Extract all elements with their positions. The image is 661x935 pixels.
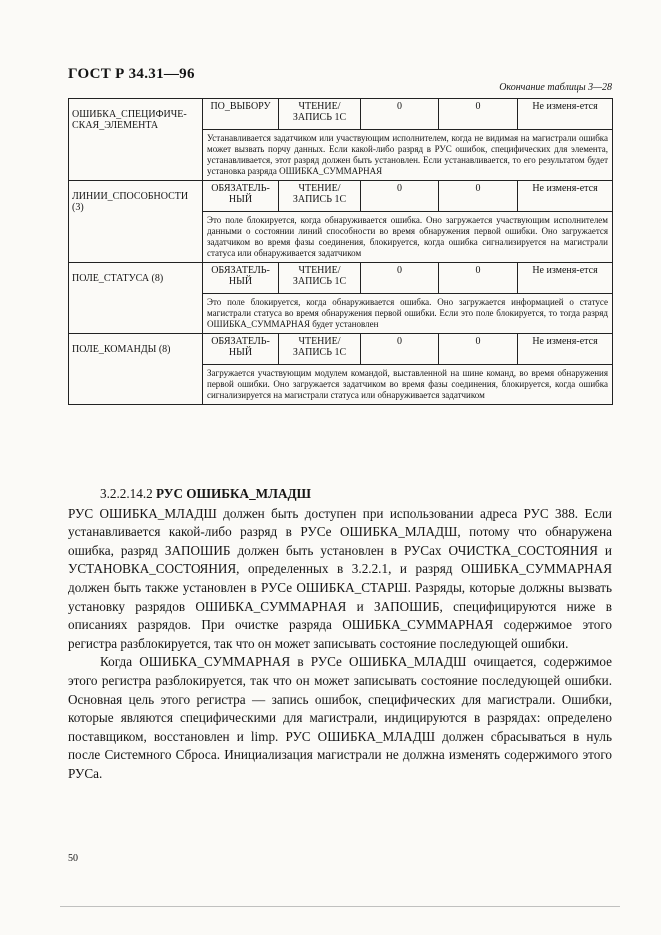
field-value-2: 0 [439, 334, 518, 365]
paragraph: Когда ОШИБКА_СУММАРНАЯ в РУСе ОШИБКА_МЛАДШ очищается, содержимое этого регистра разблокируется, так что он может записывать состояние последующей ошибки. Основная цель этого регистра — запись ошибок, специфических для магистрали. Ошибки, которые являются специфическими для магистрали, индицируются в разрядах: определено поставщиком, восстановлен и limp. РУС ОШИБКА_МЛАДШ должен сбрасываться в нуль после Системного Сброса. Инициализация магистрали не должна изменять содержимого этого РУСа. [68, 654, 612, 781]
field-type: ОБЯЗАТЕЛЬ-НЫЙ [203, 181, 279, 212]
section-body [68, 485, 612, 784]
field-description: Это поле блокируется, когда обнаруживается ошибка. Оно загружается информацией о статусе магистрали статуса во время обнаружения первой ошибки. Если это поле блокируется, то тогда разряд ОШИБКА_СУММАРНАЯ будет установлен [203, 294, 613, 334]
page-number: 50 [68, 853, 78, 864]
field-access: ЧТЕНИЕ/ ЗАПИСЬ 1С [279, 334, 361, 365]
field-name: ПОЛЕ_КОМАНДЫ (8) [69, 334, 203, 405]
field-value-2: 0 [439, 263, 518, 294]
field-change: Не изменя-ется [518, 334, 613, 365]
table-caption: Окончание таблицы 3—28 [499, 82, 612, 93]
field-type: ПО_ВЫБОРУ [203, 99, 279, 130]
field-type: ОБЯЗАТЕЛЬ-НЫЙ [203, 263, 279, 294]
field-change: Не изменя-ется [518, 263, 613, 294]
standard-header: ГОСТ Р 34.31—96 [68, 66, 195, 82]
field-value-1: 0 [361, 334, 439, 365]
field-name: ПОЛЕ_СТАТУСА (8) [69, 263, 203, 334]
field-value-2: 0 [439, 99, 518, 130]
field-change: Не изменя-ется [518, 181, 613, 212]
footer-rule [60, 906, 620, 907]
field-description: Это поле блокируется, когда обнаруживается ошибка. Оно загружается участвующим исполнителем данными о состоянии линий способности во время обнаружения первой ошибки. Оно загружается задатчиком во время фазы соединения, блокируется, когда ошибка сигнализируется на магистрали статуса или обнаруживается задатчиком [203, 212, 613, 263]
section-number: 3.2.2.14.2 [100, 486, 153, 501]
field-access: ЧТЕНИЕ/ ЗАПИСЬ 1С [279, 263, 361, 294]
table-row [69, 99, 613, 130]
table-row [69, 181, 613, 212]
field-value-2: 0 [439, 181, 518, 212]
paragraph: РУС ОШИБКА_МЛАДШ должен быть доступен при использовании адреса РУС 388. Если устанавливается какой-либо разряд в РУСе ОШИБКА_МЛАДШ, потому что обнаружена ошибка, разряд ЗАПОШИБ должен быть установлен в РУСах ОЧИСТКА_СОСТОЯНИЯ и УСТАНОВКА_СОСТОЯНИЯ, определенных в 3.2.2.1, и разряд ОШИБКА_СУММАРНАЯ должен быть также установлен в РУСе ОШИБКА_СТАРШ. Разряды, которые должны вызвать установку разрядов ОШИБКА_СУММАРНАЯ и ЗАПОШИБ, специфицируются ниже в описаниях разрядов. При очистке разряда ОШИБКА_СУММАРНАЯ содержимое этого регистра разблокируется, так что он может записывать состояние последующей ошибки. [68, 505, 612, 651]
table-row [69, 334, 613, 365]
table-row [69, 263, 613, 294]
field-value-1: 0 [361, 181, 439, 212]
section-heading [100, 485, 612, 504]
register-table [68, 98, 613, 405]
field-access: ЧТЕНИЕ/ ЗАПИСЬ 1С [279, 181, 361, 212]
field-description: Устанавливается задатчиком или участвующим исполнителем, когда не видимая на магистрали ошибка может вызвать порчу данных. Если какой-либо разряд в РУС ошибок, специфических для элемента, устанавливается, этот разряд должен быть установлен. Если устанавливается, то его результатом будет установка разряда ОШИБКА_СУММАРНАЯ [203, 130, 613, 181]
field-change: Не изменя-ется [518, 99, 613, 130]
field-access: ЧТЕНИЕ/ ЗАПИСЬ 1С [279, 99, 361, 130]
section-title: РУС ОШИБКА_МЛАДШ [156, 486, 312, 501]
field-value-1: 0 [361, 263, 439, 294]
field-name: ЛИНИИ_СПОСОБНОСТИ (3) [69, 181, 203, 263]
field-description: Загружается участвующим модулем командой, выставленной на шине команд, во время обнаружения первой ошибки. Оно загружается задатчиком во время фазы соединения, блокируется, когда ошибка сигнализируется на магистрали статуса или обнаруживается задатчиком [203, 365, 613, 405]
field-name: ОШИБКА_СПЕЦИФИЧЕ-СКАЯ_ЭЛЕМЕНТА [69, 99, 203, 181]
field-type: ОБЯЗАТЕЛЬ-НЫЙ [203, 334, 279, 365]
field-value-1: 0 [361, 99, 439, 130]
